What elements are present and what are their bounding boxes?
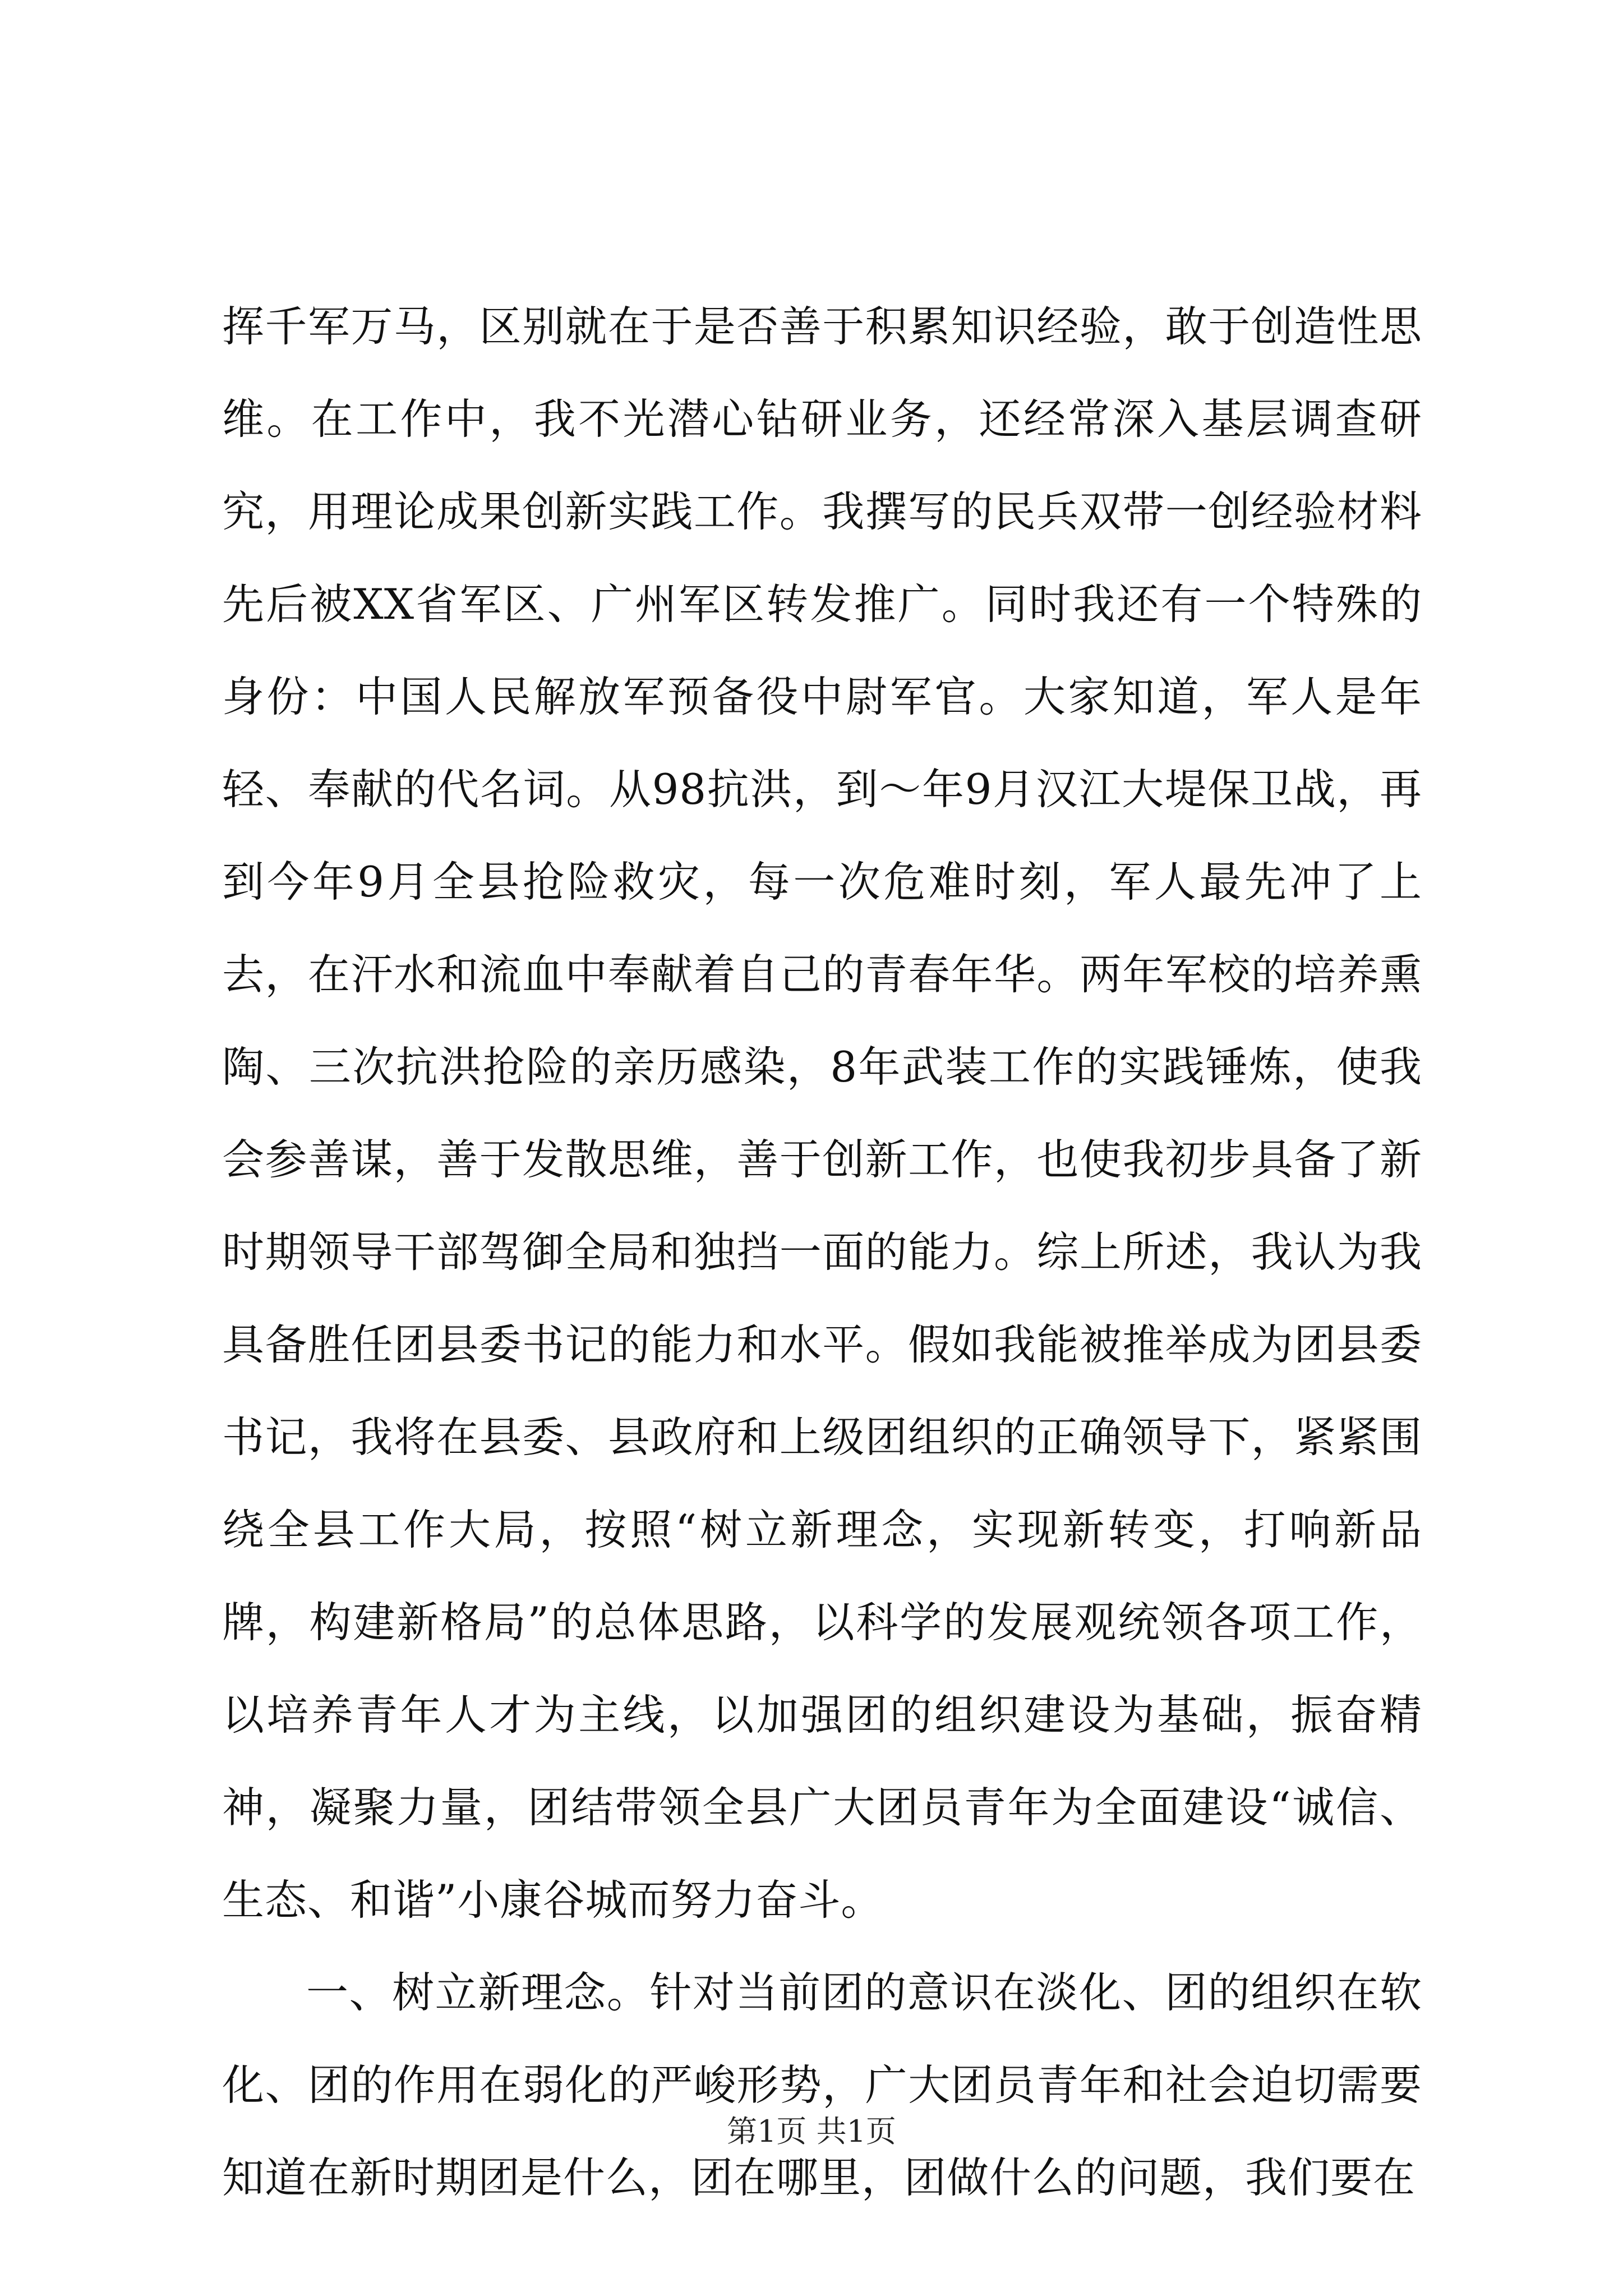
body-paragraph-1: 挥千军万马，区别就在于是否善于积累知识经验，敢于创造性思维。在工作中，我不光潜心钻研业务，还经常深入基层调查研究，用理论成果创新实践工作。我撰写的民兵双带一创经验材料先后被XX省军区、广州军区转发推广。同时我还有一个特殊的身份：中国人民解放军预备役中尉军官。大家知道，军人是年轻、奉献的代名词。从98抗洪，到～年9月汉江大堤保卫战，再到今年9月全县抢险救灾，每一次危难时刻，军人最先冲了上去，在汗水和流血中奉献着自己的青春年华。两年军校的培养熏陶、三次抗洪抢险的亲历感染，8年武装工作的实践锤炼，使我会参善谋，善于发散思维，善于创新工作，也使我初步具备了新时期领导干部驾御全局和独挡一面的能力。综上所述，我认为我具备胜任团县委书记的能力和水平。假如我能被推举成为团县委书记，我将在县委、县政府和上级团组织的正确领导下，紧紧围绕全县工作大局，按照“树立新理念，实现新转变，打响新品牌，构建新格局”的总体思路，以科学的发展观统领各项工作，以培养青年人才为主线，以加强团的组织建设为基础，振奋精神，凝聚力量，团结带领全县广大团员青年为全面建设“诚信、生态、和谐”小康谷城而努力奋斗。 [222,302,1422,1925]
page-footer: 第1页 共1页 [727,2114,896,2149]
document-body [222,280,1422,2224]
body-paragraph-2: 一、树立新理念。针对当前团的意识在淡化、团的组织在软化、团的作用在弱化的严峻形势，广大团员青年和社会迫切需要知道在新时期团是什么，团在哪里，团做什么的问题，我们要在 [222,1968,1422,2202]
